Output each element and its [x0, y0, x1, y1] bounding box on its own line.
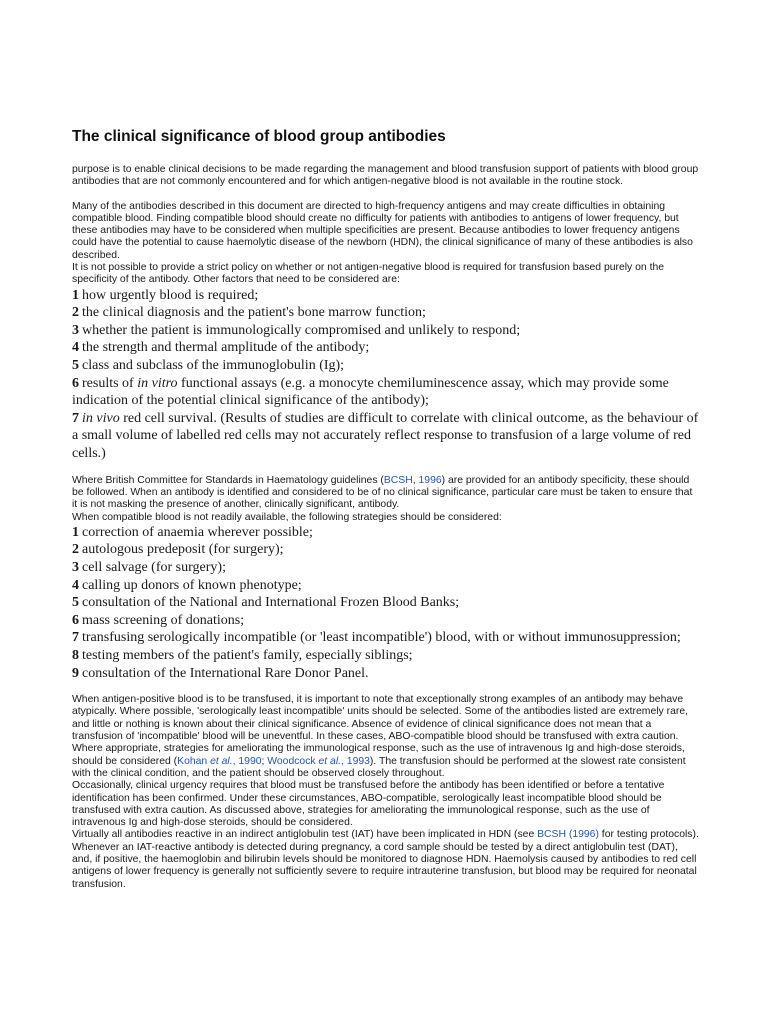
- citation-year: , 1993: [341, 755, 370, 767]
- factor-number: 3: [72, 322, 79, 338]
- strategy-text: calling up donors of known phenotype;: [82, 577, 302, 593]
- page-title: The clinical significance of blood group antibodies: [72, 128, 446, 145]
- strategy-item: [72, 524, 700, 542]
- factor-text: red cell survival. (Results of studies are difficult to correlate with clinical outcome, as the behaviour of a small volume of labelled red cells may not accurately reflect response to transfusion of a large volume of red cells.): [72, 410, 699, 462]
- strategy-text: cell salvage (for surgery);: [82, 559, 226, 575]
- para8-text-a: Virtually all antibodies reactive in an indirect antiglobulin test (IAT) have been implicated in HDN (see: [72, 829, 538, 841]
- woodcock-citation-link[interactable]: [267, 756, 370, 767]
- strategy-text: autologous predeposit (for surgery);: [82, 542, 284, 558]
- strategy-number: 5: [72, 595, 79, 611]
- antigen-positive-paragraph: [72, 694, 700, 780]
- factor-text-prefix: results of: [82, 375, 138, 391]
- factor-text: the clinical diagnosis and the patient's bone marrow function;: [82, 305, 426, 321]
- intro-paragraph: purpose is to enable clinical decisions to be made regarding the management and blood transfusion support of patients with blood group antibodies that are not commonly encountered and for which antigen-negative blood is not available in the routine stock.: [72, 164, 699, 188]
- strategy-item: [72, 594, 700, 612]
- hdn-paragraph: [72, 829, 700, 890]
- bcsh-1996-link[interactable]: BCSH (1996): [537, 829, 599, 841]
- antibodies-paragraph: Many of the antibodies described in this document are directed to high-frequency antigens and may create difficulties in obtaining compatible blood. Finding compatible blood should create no difficulty for patients with antibodies to antigens of lower frequency, but these antibodies may have to be considered when multiple specificities are present. Because antibodies to lower frequency antigens could have the potential to cause haemolytic disease of the newborn (HDN), the clinical significance of many of these antibodies is also described.: [72, 200, 693, 261]
- citation-separator: ;: [261, 755, 268, 767]
- factor-item: [72, 375, 700, 410]
- factor-number: 5: [72, 358, 79, 374]
- bcsh-link[interactable]: BCSH: [383, 474, 413, 486]
- bcsh-text-b: ) are provided for an antibody specificity, these should be followed. When an antibody is identified and considered to be of no clinical significance, particular care must be taken to ensure that it is not masking the presence of another, clinically significant, antibody.: [72, 474, 693, 511]
- citation-et-al: et al.: [210, 755, 233, 767]
- clinical-urgency-paragraph: Occasionally, clinical urgency requires that blood must be transfused before the antibody has been identified or before a tentative identification has been confirmed. Under these circumstances, ABO-compatible, serologically least incompatible blood should be transfused with extra caution. As discussed above, strategies for ameliorating the immunological response, such as the use of intravenous Ig and high-dose steroids, should be considered.: [72, 780, 665, 829]
- document-page: [72, 128, 700, 891]
- para6-text-b: ). The transfusion should be performed at the slowest rate consistent with the clinical condition, and the patient should be observed closely throughout.: [72, 755, 686, 779]
- factor-number: 4: [72, 340, 79, 356]
- strategy-item: [72, 541, 700, 559]
- strategy-number: 7: [72, 630, 79, 646]
- strategy-number: 3: [72, 559, 79, 575]
- factor-number: 6: [72, 375, 79, 391]
- strategy-number: 8: [72, 647, 79, 663]
- strategy-item: [72, 612, 700, 630]
- factor-number: 1: [72, 287, 79, 303]
- strategy-text: consultation of the International Rare Donor Panel.: [82, 665, 369, 681]
- citation-author: Woodcock: [267, 755, 319, 767]
- link-separator: ,: [412, 474, 419, 486]
- kohan-citation-link[interactable]: [177, 756, 261, 767]
- para6-text-a: When antigen-positive blood is to be transfused, it is important to note that exceptionally strong examples of an antibody may behave atypically. Where possible, 'serologically least incompatible' units should be selected. Some of the antibodies listed are extremely rare, and little or nothing is known about their clinical significance. Absence of evidence of clinical significance does not mean that a transfusion of 'incompatible' blood will be uneventful. In these cases, ABO-compatible blood should be transfused with extra caution. Where appropriate, strategies for ameliorating the immunological response, such as the use of intravenous Ig and high-dose steroids, should be considered (: [72, 694, 688, 767]
- bcsh-text-a: Where British Committee for Standards in Haematology guidelines (: [72, 474, 384, 486]
- strategy-text: correction of anaemia wherever possible;: [82, 524, 313, 540]
- strategy-number: 2: [72, 542, 79, 558]
- factor-italic-term: in vitro: [137, 375, 178, 391]
- strategy-item: [72, 629, 700, 647]
- strategy-number: 1: [72, 524, 79, 540]
- bcsh-paragraph: [72, 475, 700, 512]
- factor-text: whether the patient is immunologically compromised and unlikely to respond;: [82, 322, 521, 338]
- factor-text: the strength and thermal amplitude of the antibody;: [82, 340, 370, 356]
- strategy-item: [72, 577, 700, 595]
- factor-item: [72, 304, 700, 322]
- factor-item: [72, 322, 700, 340]
- strategies-list: [72, 524, 700, 682]
- strategy-text: transfusing serologically incompatible (or 'least incompatible') blood, with or without immunosuppression;: [82, 630, 681, 646]
- factor-item: [72, 410, 700, 463]
- strategy-text: mass screening of donations;: [82, 612, 245, 628]
- factor-number: 2: [72, 305, 79, 321]
- strategies-intro-paragraph: When compatible blood is not readily available, the following strategies should be considered:: [72, 511, 502, 523]
- factors-list: [72, 287, 700, 463]
- strategy-number: 4: [72, 577, 79, 593]
- strategy-item: [72, 647, 700, 665]
- factor-text: class and subclass of the immunoglobulin (Ig);: [82, 358, 345, 374]
- factor-number: 7: [72, 410, 79, 426]
- citation-et-al: et al.: [318, 755, 342, 767]
- citation-year: , 1990: [232, 755, 262, 767]
- strategy-item: [72, 559, 700, 577]
- factor-item: [72, 357, 700, 375]
- factor-text: functional assays (e.g. a monocyte chemiluminescence assay, which may provide some indication of the potential clinical significance of the antibody);: [72, 375, 669, 409]
- factor-text: how urgently blood is required;: [82, 287, 259, 303]
- para8-text-b: for testing protocols). Whenever an IAT-reactive antibody is detected during pregnancy, a cord sample should be tested by a direct antiglobulin test (DAT), and, if positive, the haemoglobin and bilirubin levels should be monitored to diagnose HDN. Haemolysis caused by antibodies to red cell antigens of lower frequency is generally not sufficiently severe to require intrauterine transfusion, but blood may be required for neonatal transfusion.: [72, 829, 699, 890]
- policy-paragraph: It is not possible to provide a strict policy on whether or not antigen-negative blood is required for transfusion based purely on the specificity of the antibody. Other factors that need to be considered are:: [72, 262, 665, 286]
- bcsh-year-link[interactable]: 1996: [418, 474, 442, 486]
- citation-author: Kohan: [177, 755, 211, 767]
- strategy-item: [72, 665, 700, 683]
- factor-item: [72, 339, 700, 357]
- factor-item: [72, 287, 700, 305]
- strategy-text: consultation of the National and International Frozen Blood Banks;: [82, 595, 460, 611]
- strategy-number: 9: [72, 665, 79, 681]
- strategy-number: 6: [72, 612, 79, 628]
- factor-italic-term: in vivo: [82, 410, 120, 426]
- strategy-text: testing members of the patient's family, especially siblings;: [82, 647, 413, 663]
